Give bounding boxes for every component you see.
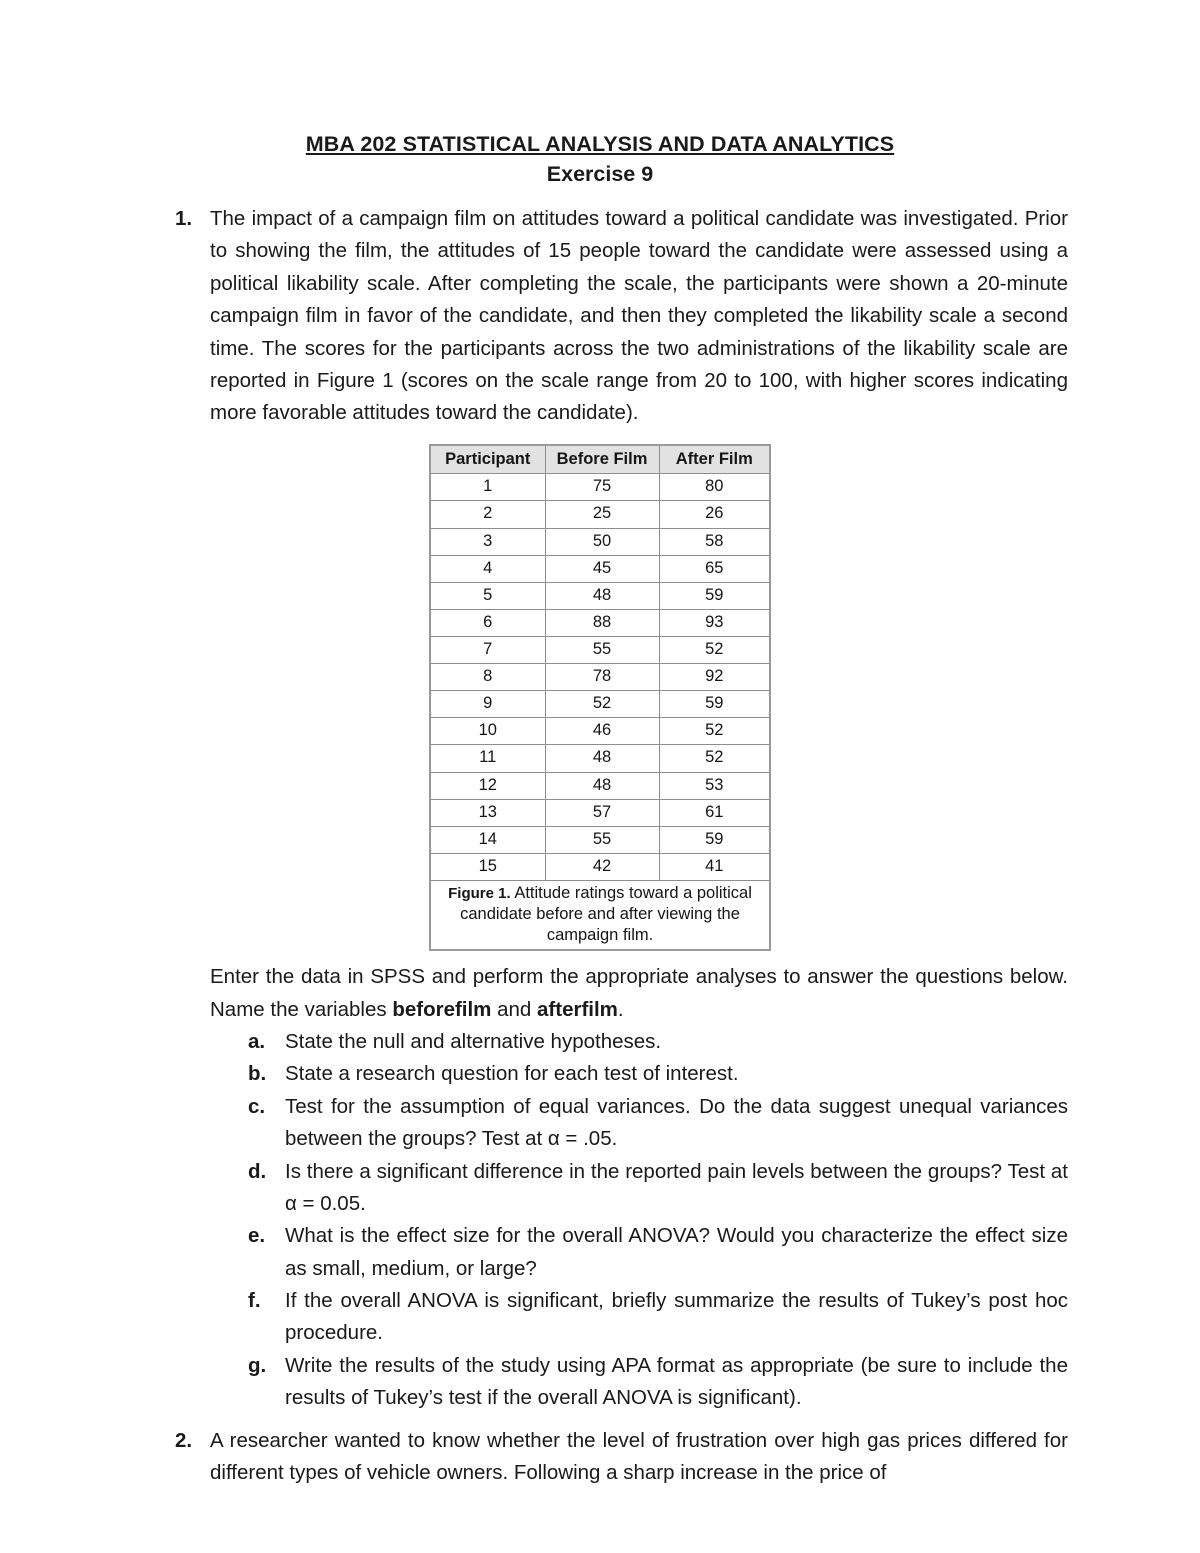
- cell-after-film: 65: [659, 555, 770, 582]
- page-title-text: MBA 202 STATISTICAL ANALYSIS AND DATA ANALYTICS: [305, 132, 895, 156]
- cell-participant: 3: [430, 528, 545, 555]
- cell-after-film: 26: [659, 501, 770, 528]
- subquestion-c: [132, 1091, 1068, 1156]
- cell-participant: 6: [430, 609, 545, 636]
- variable-name-afterfilm: afterfilm: [537, 997, 618, 1021]
- cell-after-film: 53: [659, 772, 770, 799]
- cell-after-film: 52: [659, 745, 770, 772]
- cell-participant: 4: [430, 555, 545, 582]
- cell-after-film: 61: [659, 799, 770, 826]
- page-title: [132, 130, 1068, 159]
- cell-after-film: 59: [659, 691, 770, 718]
- subquestion-g-text: Write the results of the study using APA format as appropriate (be sure to include the results of Tukey’s test if the overall ANOVA is significant).: [285, 1353, 1068, 1410]
- cell-participant: 13: [430, 799, 545, 826]
- table-row: [430, 853, 770, 880]
- instructions-paragraph: [210, 961, 1068, 1026]
- subquestion-a-text: State the null and alternative hypotheses.: [285, 1030, 662, 1054]
- cell-after-film: 52: [659, 637, 770, 664]
- subquestion-a: [132, 1026, 1068, 1058]
- cell-after-film: 58: [659, 528, 770, 555]
- cell-participant: 9: [430, 691, 545, 718]
- cell-after-film: 59: [659, 826, 770, 853]
- cell-participant: 8: [430, 664, 545, 691]
- subquestion-f-text: If the overall ANOVA is significant, briefly summarize the results of Tukey’s post hoc procedure.: [285, 1289, 1068, 1345]
- table-row: [430, 718, 770, 745]
- cell-before-film: 52: [545, 691, 659, 718]
- subquestion-c-marker: c.: [248, 1094, 266, 1118]
- subquestion-d-marker: d.: [248, 1159, 267, 1183]
- cell-before-film: 75: [545, 474, 659, 501]
- cell-before-film: 45: [545, 555, 659, 582]
- cell-participant: 1: [430, 474, 545, 501]
- cell-before-film: 88: [545, 609, 659, 636]
- cell-participant: 14: [430, 826, 545, 853]
- instructions-part-3: .: [617, 997, 624, 1021]
- subquestion-list: [132, 1026, 1068, 1415]
- subquestion-d-text: Is there a significant difference in the reported pain levels between the groups? Test at α = 0.05.: [285, 1159, 1068, 1215]
- table-row: [430, 474, 770, 501]
- cell-before-film: 46: [545, 718, 659, 745]
- column-header-before-film: Before Film: [545, 445, 659, 474]
- cell-participant: 15: [430, 853, 545, 880]
- figure-caption-text: Attitude ratings toward a political candidate before and after viewing the campaign film.: [460, 884, 752, 945]
- instructions-part-1: Enter the data in SPSS and perform the appropriate analyses to answer the questions below. Name the variables: [210, 965, 1068, 1021]
- column-header-after-film: After Film: [659, 445, 770, 474]
- table-row: [430, 609, 770, 636]
- subquestion-b-marker: b.: [248, 1062, 267, 1086]
- question-2: [132, 1425, 1068, 1490]
- table-row: [430, 637, 770, 664]
- subquestion-e: [132, 1220, 1068, 1285]
- cell-after-film: 92: [659, 664, 770, 691]
- cell-participant: 10: [430, 718, 545, 745]
- cell-after-film: 80: [659, 474, 770, 501]
- subquestion-d: [132, 1156, 1068, 1221]
- cell-before-film: 78: [545, 664, 659, 691]
- cell-before-film: 48: [545, 582, 659, 609]
- cell-participant: 11: [430, 745, 545, 772]
- instructions-part-2: and: [491, 997, 538, 1021]
- instructions-block: [132, 961, 1068, 1026]
- question-1: [132, 203, 1068, 430]
- cell-participant: 7: [430, 637, 545, 664]
- subquestion-e-marker: e.: [248, 1224, 266, 1248]
- table-row: [430, 745, 770, 772]
- subquestion-e-text: What is the effect size for the overall ANOVA? Would you characterize the effect size as small, medium, or large?: [285, 1224, 1068, 1280]
- table-row: [430, 691, 770, 718]
- figure-caption: [430, 881, 770, 951]
- subquestion-c-text: Test for the assumption of equal variances. Do the data suggest unequal variances between the groups? Test at α = .05.: [285, 1094, 1068, 1151]
- cell-after-film: 59: [659, 582, 770, 609]
- question-2-text: A researcher wanted to know whether the level of frustration over high gas prices differed for different types of vehicle owners. Following a sharp increase in the price of: [210, 1428, 1068, 1484]
- question-2-marker: 2.: [175, 1428, 193, 1452]
- table-row: [430, 799, 770, 826]
- cell-before-film: 57: [545, 799, 659, 826]
- subquestion-f: [132, 1285, 1068, 1350]
- cell-before-film: 55: [545, 637, 659, 664]
- question-1-text: The impact of a campaign film on attitudes toward a political candidate was investigated. Prior to showing the film, the attitudes of 15 people toward the candidate were assessed using a political likability scale. After completing the scale, the participants were shown a 20-minute campaign film in favor of the candidate, and then they completed the likability scale a second time. The scores for the participants across the two administrations of the likability scale are reported in Figure 1 (scores on the scale range from 20 to 100, with higher scores indicating more favorable attitudes toward the candidate).: [210, 207, 1068, 425]
- table-header-row: [430, 445, 770, 474]
- cell-before-film: 48: [545, 772, 659, 799]
- table-row: [430, 582, 770, 609]
- subquestion-b-text: State a research question for each test of interest.: [285, 1062, 739, 1086]
- document-content: [132, 130, 1068, 1489]
- cell-before-film: 42: [545, 853, 659, 880]
- subquestion-a-marker: a.: [248, 1030, 266, 1054]
- cell-before-film: 48: [545, 745, 659, 772]
- cell-after-film: 52: [659, 718, 770, 745]
- cell-before-film: 55: [545, 826, 659, 853]
- figure-caption-label: Figure 1.: [448, 885, 511, 902]
- table-row: [430, 501, 770, 528]
- table-row: [430, 772, 770, 799]
- table-row: [430, 664, 770, 691]
- cell-after-film: 93: [659, 609, 770, 636]
- table-row: [430, 826, 770, 853]
- subquestion-f-marker: f.: [248, 1289, 261, 1313]
- cell-participant: 5: [430, 582, 545, 609]
- figure-1-wrapper: [132, 444, 1068, 952]
- subquestion-g: [132, 1350, 1068, 1415]
- table-caption-row: [430, 881, 770, 951]
- page-subtitle: Exercise 9: [546, 162, 654, 187]
- question-1-marker: 1.: [175, 207, 193, 231]
- cell-before-film: 50: [545, 528, 659, 555]
- table-row: [430, 555, 770, 582]
- cell-before-film: 25: [545, 501, 659, 528]
- cell-participant: 12: [430, 772, 545, 799]
- subquestion-b: [132, 1058, 1068, 1090]
- table-row: [430, 528, 770, 555]
- column-header-participant: Participant: [430, 445, 545, 474]
- variable-name-beforefilm: beforefilm: [392, 997, 492, 1021]
- cell-after-film: 41: [659, 853, 770, 880]
- subquestion-g-marker: g.: [248, 1353, 267, 1377]
- cell-participant: 2: [430, 501, 545, 528]
- figure-1-table: [429, 444, 771, 952]
